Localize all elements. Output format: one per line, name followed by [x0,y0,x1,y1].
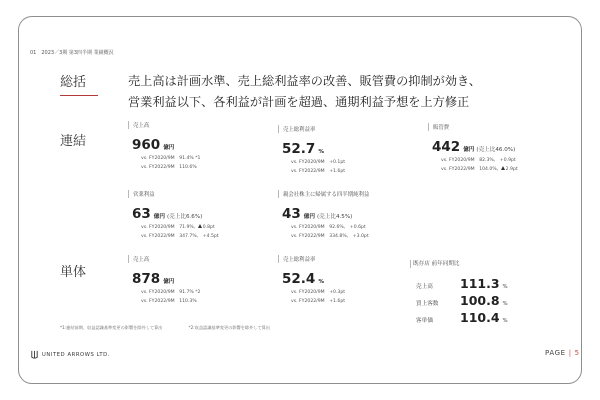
metric-divider [128,190,129,198]
arrows-logo-icon [30,350,39,359]
metric-compare-2022 [441,166,518,172]
metric-compare-2022: vs. FY2022/9M 110.3% [141,299,197,304]
metric-unit: % [318,279,324,285]
metric-value-row [132,268,174,287]
metric-divider [278,125,279,133]
section-consolidated: 連結 [60,134,87,149]
summary-line-2: 営業利益以下、各利益が計画を超過、通期利益予想を上方修正 [128,95,470,109]
metric-title: 販管費 [433,125,450,131]
existing-stores-value: 111.3 [460,276,500,291]
metric-value: 43 [282,206,301,222]
metric-compare-2022: vs. FY2022/9M 334.8%, +3.0pt [291,234,369,239]
metric-compare-2020: vs. FY2020/9M +0.1pt [291,160,346,165]
metric-value: 960 [132,137,161,153]
metric-divider [278,255,279,263]
metric-value-row [132,134,174,153]
page-number: 5 [574,349,580,357]
metric-title: 売上総利益率 [283,257,316,263]
metric-unit: 億円 [163,279,175,285]
metric-compare-delta: 2.9pt [505,167,518,172]
metric-compare-2022: vs. FY2022/9M 110.6% [141,165,197,170]
metric-value: 63 [132,206,151,222]
metric-compare-delta: 0.8pt [202,225,215,230]
metric-value-row [282,138,324,157]
metric-value-row [132,203,202,222]
metric-value-row [282,203,352,222]
metric-compare-2020: vs. FY2020/9M 91.7% *2 [141,290,201,295]
summary-underline [60,95,98,96]
metric-compare-2020: vs. FY2020/9M 82.3%, +0.9pt [441,158,516,163]
metric-value: 52.4 [282,271,316,287]
metric-sales-ratio: (売上比6.6%) [167,214,203,220]
footnotes [60,325,270,331]
company-name: UNITED ARROWS LTD. [42,352,110,358]
existing-stores-label: 客単価 [416,318,433,324]
metric-compare-2022: vs. FY2022/9M +1.6pt [291,299,346,304]
metric-divider [128,121,129,129]
metric-compare-2020: vs. FY2020/9M 92.6%, +0.6pt [291,225,366,230]
metric-compare-2020: vs. FY2020/9M 91.4% *1 [141,156,201,161]
existing-stores-label: 買上客数 [416,301,439,307]
metric-compare-text: vs. FY2020/9M 71.9%, [141,225,196,230]
triangle-up-icon [501,166,505,170]
footnote-2: *2:収益認識基準変更の影響を除外して算出 [188,325,271,330]
metric-unit: 億円 [463,147,475,153]
existing-stores-unit: % [502,301,508,307]
existing-stores-unit: % [502,318,508,324]
page-separator: | [568,349,572,357]
metric-value-row [432,136,515,155]
metric-value: 52.7 [282,141,316,157]
metric-title: 親会社株主に帰属する四半期純利益 [283,192,370,198]
page-indicator [545,349,580,357]
summary-label: 総括 [60,75,87,90]
existing-stores-unit: % [502,284,508,290]
metric-unit: 億円 [163,145,175,151]
metric-value: 442 [432,139,461,155]
metric-unit: 億円 [153,214,165,220]
metric-sales-ratio: (売上比4.5%) [317,214,353,220]
company-logo [30,350,110,359]
metric-title: 売上高 [133,257,150,263]
metric-compare-2020 [141,224,215,230]
summary-line-1: 売上高は計画水準、売上総利益率の改善、販管費の抑制が効き、 [128,74,481,88]
existing-stores-value: 100.8 [460,293,500,308]
metric-compare-text: vs. FY2022/9M 104.0%, [441,167,499,172]
metric-compare-2022: vs. FY2022/9M +1.6pt [291,169,346,174]
metric-divider [128,255,129,263]
metric-value-row [282,268,324,287]
metric-sales-ratio: (売上比46.0%) [476,147,516,153]
metric-compare-2022: vs. FY2022/9M 347.7%, +4.5pt [141,234,219,239]
section-single: 単体 [60,265,87,280]
page-label: PAGE [545,349,566,357]
existing-stores-value: 110.4 [460,310,500,325]
existing-stores-label: 売上高 [416,284,433,290]
existing-stores-row [416,307,508,326]
metric-divider [428,123,429,131]
triangle-up-icon [198,224,202,228]
metric-title: 営業利益 [133,192,155,198]
metric-compare-2020: vs. FY2020/9M +0.3pt [291,290,346,295]
metric-unit: % [318,149,324,155]
metric-unit: 億円 [303,214,315,220]
existing-stores-title: 既存店 前年同期比 [413,261,460,267]
metric-title: 売上高 [133,123,150,129]
footnote-1: *1:連結前期、収益認識基準変更の影響を除外して算出 [60,325,163,330]
metric-divider [410,260,411,268]
slide-header: 01 2023／3期 第3四半期 業績概況 [30,50,114,56]
metric-title: 売上総利益率 [283,127,316,133]
metric-value: 878 [132,271,161,287]
metric-divider [278,190,279,198]
